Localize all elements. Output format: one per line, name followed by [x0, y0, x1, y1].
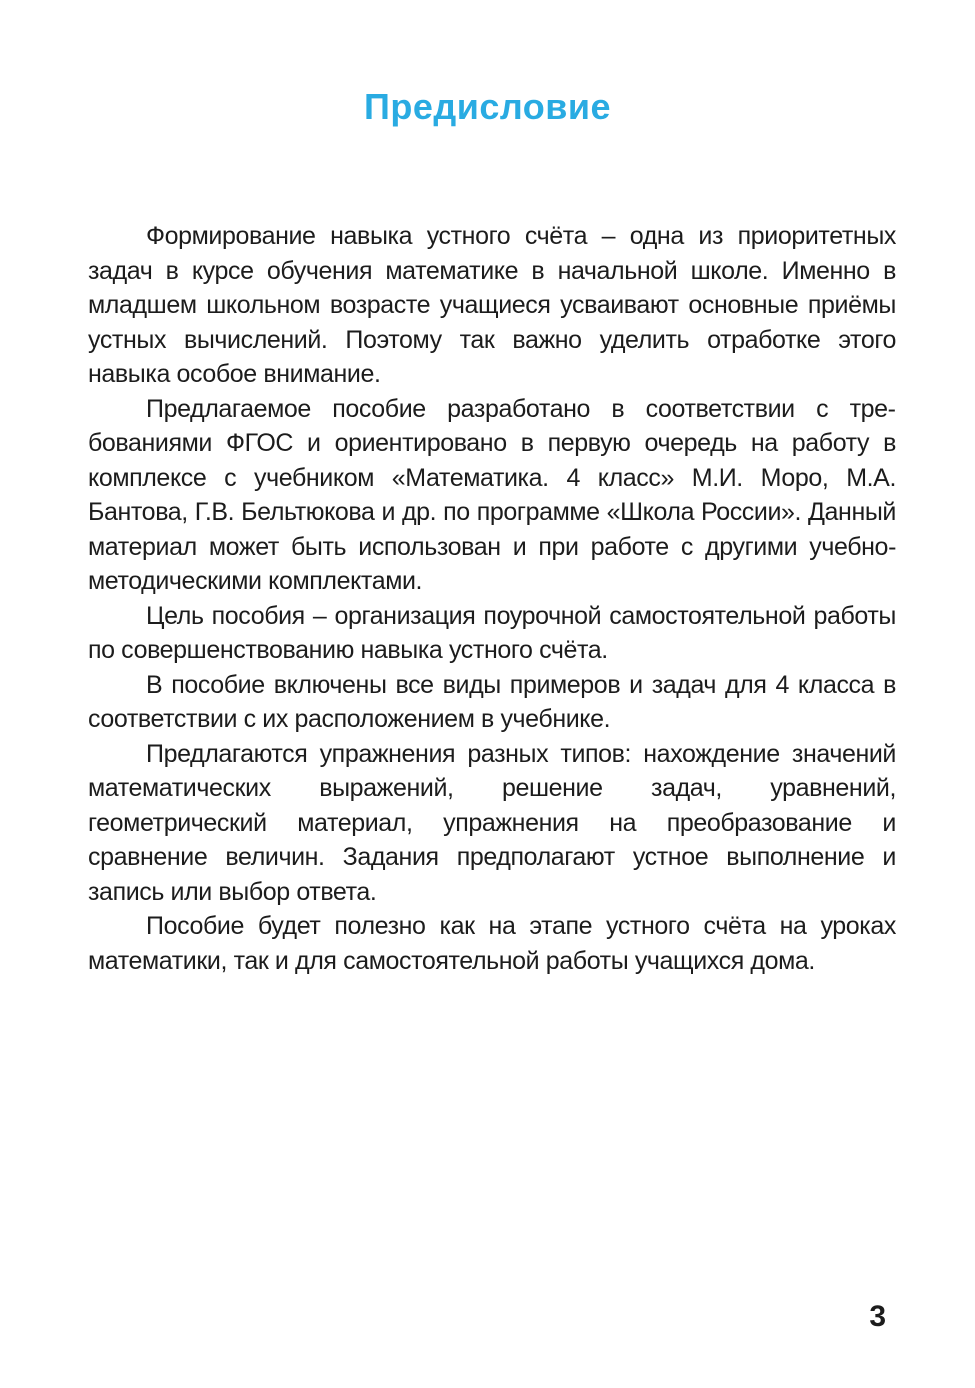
paragraph: Пособие будет полезно как на этапе устного счёта на уроках математики, так и для самостоятельной работы учащихся дома. — [88, 912, 896, 975]
paragraph: Формирование навыка устного счёта – одна из приоритетных задач в курсе обучения математике в начальной школе. Именно в младшем школьном возрасте учащиеся усваивают основные приёмы устных вычислений. Поэтому так важно уделить отработке этого навыка особое внимание. — [88, 222, 896, 388]
page-number: 3 — [869, 1300, 886, 1333]
paragraph: В пособие включены все виды примеров и задач для 4 класса в соответствии с их расположением в учебнике. — [88, 670, 896, 733]
preface-text — [88, 219, 896, 978]
paragraph: Предлагаются упражнения разных типов: нахождение значений математических выражений, решение задач, уравнений, геометрический материал, упражнения на преобразование и сравнение величин. Задания предполагают устное выполнение и запись или выбор ответа. — [88, 739, 896, 906]
paragraph: Предлагаемое пособие разработано в соответствии с требованиями ФГОС и ориентировано в первую очередь на работу в комплексе с учебником «Математика. 4 класс» М.И. Моро, М.А. Бантова, Г.В. Бельтюкова и др. по программе «Школа России». Данный материал может быть использован и при работе с другими учебно-методическими комплектами. — [88, 394, 896, 595]
page-title: Предисловие — [363, 86, 612, 128]
paragraph: Цель пособия – организация поурочной самостоятельной работы по совершенствованию навыка устного счёта. — [88, 601, 896, 664]
